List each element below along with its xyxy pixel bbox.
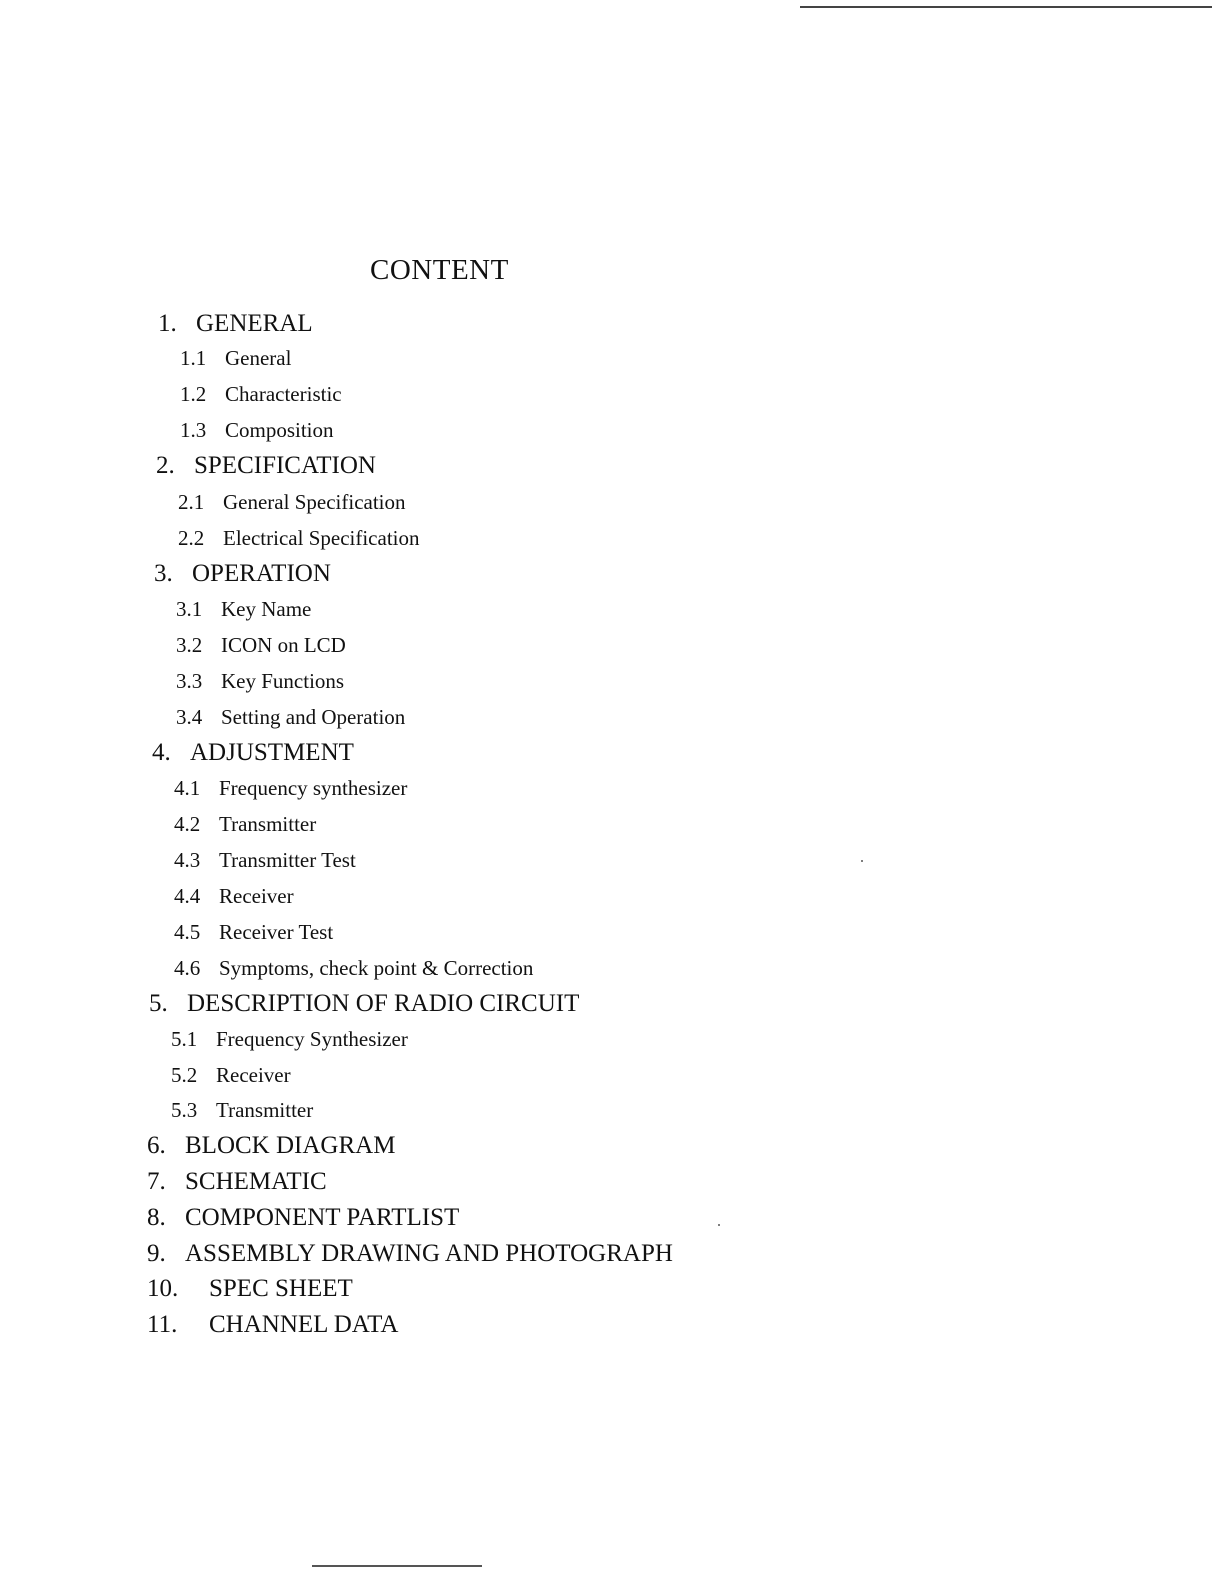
toc-label: Frequency Synthesizer xyxy=(216,1027,408,1051)
toc-section xyxy=(178,526,420,551)
toc-number: 6. xyxy=(147,1132,166,1159)
toc-section xyxy=(176,669,344,694)
toc-chapter xyxy=(147,1168,327,1196)
toc-section xyxy=(176,597,311,622)
toc-label: OPERATION xyxy=(192,560,331,587)
toc-label: CHANNEL DATA xyxy=(209,1311,399,1338)
toc-label: Composition xyxy=(225,418,334,442)
scan-speck xyxy=(718,1224,720,1226)
toc-number: 7. xyxy=(147,1168,166,1195)
toc-label: Transmitter Test xyxy=(219,848,356,872)
scan-artifact-bottom-line xyxy=(312,1565,482,1567)
toc-chapter xyxy=(147,1204,459,1232)
toc-label: ICON on LCD xyxy=(221,633,346,657)
toc-label: Key Name xyxy=(221,597,312,621)
toc-section xyxy=(180,382,342,407)
toc-section xyxy=(178,490,406,515)
toc-number: 4.4 xyxy=(174,884,201,908)
scan-artifact-top-line xyxy=(800,6,1212,8)
toc-number: 4.2 xyxy=(174,812,201,836)
toc-section xyxy=(174,920,333,945)
toc-label: Symptoms, check point & Correction xyxy=(219,956,534,980)
toc-chapter xyxy=(156,452,376,480)
toc-label: SCHEMATIC xyxy=(185,1168,327,1195)
toc-label: DESCRIPTION OF RADIO CIRCUIT xyxy=(187,990,580,1017)
toc-label: Electrical Specification xyxy=(223,526,420,550)
toc-label: ASSEMBLY DRAWING AND PHOTOGRAPH xyxy=(185,1240,673,1267)
toc-section xyxy=(174,812,316,837)
toc-label: Transmitter xyxy=(219,812,317,836)
toc-label: Receiver Test xyxy=(219,920,334,944)
toc-label: Key Functions xyxy=(221,669,345,693)
toc-number: 8. xyxy=(147,1204,166,1231)
toc-number: 5.1 xyxy=(171,1027,198,1051)
toc-number: 4.5 xyxy=(174,920,201,944)
toc-number: 3.3 xyxy=(176,669,203,693)
toc-chapter xyxy=(152,739,354,767)
toc-section xyxy=(174,884,294,909)
toc-section xyxy=(174,848,356,873)
toc-label: COMPONENT PARTLIST xyxy=(185,1204,460,1231)
toc-chapter xyxy=(147,1132,395,1160)
toc-number: 9. xyxy=(147,1240,166,1267)
toc-number: 3.1 xyxy=(176,597,203,621)
toc-section xyxy=(176,633,346,658)
toc-label: General Specification xyxy=(223,490,406,514)
toc-number: 4.1 xyxy=(174,776,201,800)
toc-label: BLOCK DIAGRAM xyxy=(185,1132,396,1159)
toc-label: Transmitter xyxy=(216,1098,314,1122)
toc-number: 4.3 xyxy=(174,848,201,872)
toc-chapter xyxy=(149,990,579,1018)
toc-number: 5.3 xyxy=(171,1098,198,1122)
toc-section xyxy=(171,1063,291,1088)
toc-number: 1.3 xyxy=(180,418,207,442)
toc-label: GENERAL xyxy=(196,310,313,337)
toc-section xyxy=(171,1027,408,1052)
toc-number: 4. xyxy=(152,739,171,766)
toc-section xyxy=(176,705,405,730)
toc-number: 2. xyxy=(156,452,175,479)
scan-speck xyxy=(861,860,863,862)
toc-label: General xyxy=(225,346,292,370)
toc-label: Receiver xyxy=(219,884,294,908)
toc-label: Frequency synthesizer xyxy=(219,776,408,800)
toc-number: 5.2 xyxy=(171,1063,198,1087)
toc-section xyxy=(180,346,291,371)
toc-label: Characteristic xyxy=(225,382,342,406)
page-title: CONTENT xyxy=(370,254,509,286)
toc-section xyxy=(174,776,407,801)
toc-number: 1. xyxy=(158,310,177,337)
toc-number: 3. xyxy=(154,560,173,587)
toc-label: SPECIFICATION xyxy=(194,452,376,479)
toc-number: 2.2 xyxy=(178,526,205,550)
toc-number: 3.4 xyxy=(176,705,203,729)
toc-chapter xyxy=(147,1311,398,1339)
toc-label: ADJUSTMENT xyxy=(190,739,354,766)
toc-chapter xyxy=(147,1240,673,1268)
toc-number: 10. xyxy=(147,1275,179,1302)
toc-section xyxy=(174,956,533,981)
toc-number: 5. xyxy=(149,990,168,1017)
toc-number: 1.1 xyxy=(180,346,207,370)
toc-number: 1.2 xyxy=(180,382,207,406)
toc-chapter xyxy=(158,310,313,338)
toc-number: 3.2 xyxy=(176,633,203,657)
toc-number: 2.1 xyxy=(178,490,205,514)
toc-label: Setting and Operation xyxy=(221,705,406,729)
toc-section xyxy=(171,1098,313,1123)
toc-chapter xyxy=(147,1275,353,1303)
toc-chapter xyxy=(154,560,331,588)
toc-label: Receiver xyxy=(216,1063,291,1087)
toc-number: 4.6 xyxy=(174,956,201,980)
toc-section xyxy=(180,418,334,443)
toc-label: SPEC SHEET xyxy=(209,1275,353,1302)
toc-number: 11. xyxy=(147,1311,178,1338)
